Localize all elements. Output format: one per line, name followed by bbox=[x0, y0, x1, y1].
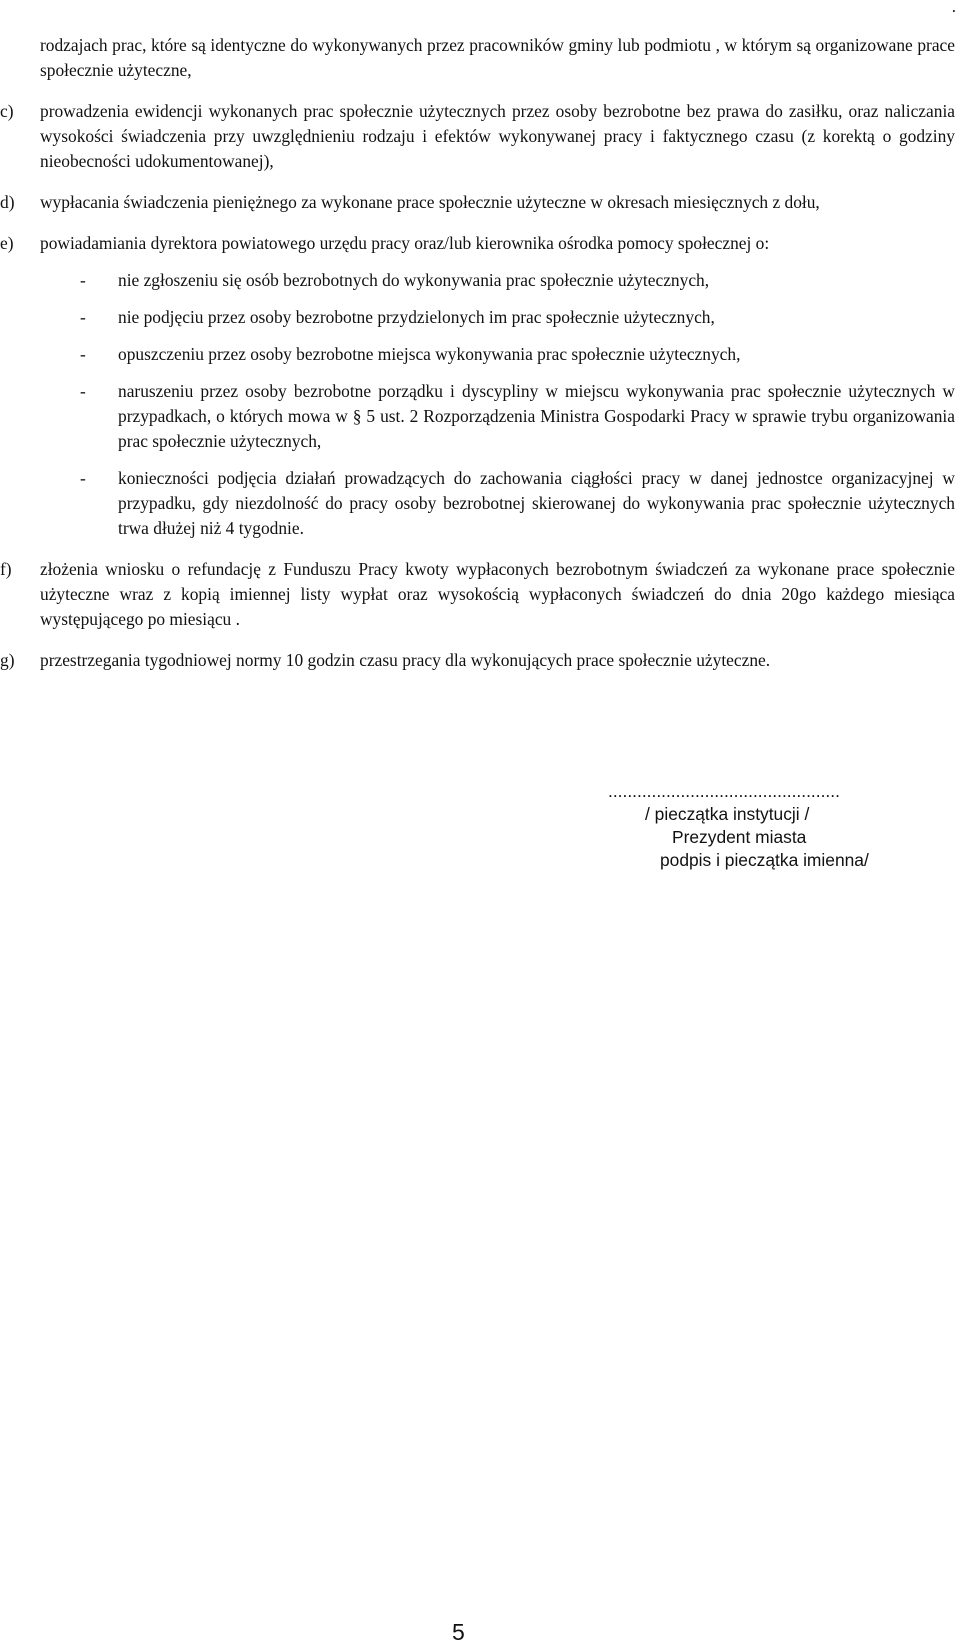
bullet-dash: - bbox=[80, 381, 86, 401]
item-g bbox=[0, 648, 955, 673]
signature-block bbox=[600, 780, 920, 872]
item-g-text: przestrzegania tygodniowej normy 10 godzin czasu pracy dla wykonujących prace społecznie użyteczne. bbox=[40, 650, 771, 670]
bullet-dash: - bbox=[80, 307, 86, 327]
item-d bbox=[0, 190, 955, 215]
item-g-marker: g) bbox=[0, 650, 15, 670]
bullet-text: nie zgłoszeniu się osób bezrobotnych do wykonywania prac społecznie użytecznych, bbox=[118, 270, 710, 290]
item-c bbox=[0, 99, 955, 174]
list-item bbox=[0, 379, 955, 454]
item-e-bullet-list bbox=[0, 268, 955, 541]
institution-stamp-label: / pieczątka instytucji / bbox=[645, 804, 810, 824]
list-item bbox=[0, 466, 955, 541]
item-f-marker: f) bbox=[0, 559, 12, 579]
list-item bbox=[0, 268, 955, 293]
bullet-text: opuszczeniu przez osoby bezrobotne miejsca wykonywania prac społecznie użytecznych, bbox=[118, 344, 741, 364]
bullet-text: konieczności podjęcia działań prowadzących do zachowania ciągłości pracy w danej jednostce organizacyjnej w przypadku, gdy niezdolność do pracy osoby bezrobotnej skierowanej do wykonywania prac społecznie użytecznych trwa dłużej niż 4 tygodnie. bbox=[118, 468, 955, 538]
bullet-dash: - bbox=[80, 468, 86, 488]
item-f bbox=[0, 557, 955, 632]
item-e-text: powiadamiania dyrektora powiatowego urzędu pracy oraz/lub kierownika ośrodka pomocy społecznej o: bbox=[40, 233, 770, 253]
intro-paragraph bbox=[0, 33, 955, 83]
item-f-text: złożenia wniosku o refundację z Funduszu Pracy kwoty wypłaconych bezrobotnym świadczeń za wykonane prace społecznie użyteczne wraz z kopią imiennej listy wypłat oraz wysokością wypłaconych świadczeń do dnia 20go każdego miesiąca występującego po miesiącu . bbox=[40, 559, 955, 629]
bullet-text: nie podjęciu przez osoby bezrobotne przydzielonych im prac społecznie użytecznych, bbox=[118, 307, 715, 327]
top-corner-mark: . bbox=[951, 0, 956, 16]
signatory-title: Prezydent miasta bbox=[672, 827, 807, 847]
signature-label: podpis i pieczątka imienna/ bbox=[660, 850, 869, 870]
bullet-dash: - bbox=[80, 270, 86, 290]
list-item bbox=[0, 305, 955, 330]
document-body bbox=[0, 33, 955, 673]
signature-dotted-line: ................................................ bbox=[608, 781, 840, 801]
intro-text: rodzajach prac, które są identyczne do wykonywanych przez pracowników gminy lub podmiotu , w którym są organizowane prace społecznie użyteczne, bbox=[40, 35, 955, 80]
item-c-text: prowadzenia ewidencji wykonanych prac społecznie użytecznych przez osoby bezrobotne bez prawa do zasiłku, oraz naliczania wysokości świadczenia przy uwzględnieniu rodzaju i efektów wykonywanej pracy i faktycznego czasu (z korektą o godziny nieobecności udokumentowanej), bbox=[40, 101, 955, 171]
bullet-text: naruszeniu przez osoby bezrobotne porządku i dyscypliny w miejscu wykonywania prac społecznie użytecznych w przypadkach, o których mowa w § 5 ust. 2 Rozporządzenia Ministra Gospodarki Pracy w sprawie trybu organizowania prac społecznie użytecznych, bbox=[118, 381, 955, 451]
bullet-dash: - bbox=[80, 344, 86, 364]
item-c-marker: c) bbox=[0, 101, 14, 121]
list-item bbox=[0, 342, 955, 367]
item-e-marker: e) bbox=[0, 233, 14, 253]
page-number: 5 bbox=[452, 1619, 465, 1645]
item-e bbox=[0, 231, 955, 256]
item-d-marker: d) bbox=[0, 192, 15, 212]
item-d-text: wypłacania świadczenia pieniężnego za wykonane prace społecznie użyteczne w okresach miesięcznych z dołu, bbox=[40, 192, 820, 212]
